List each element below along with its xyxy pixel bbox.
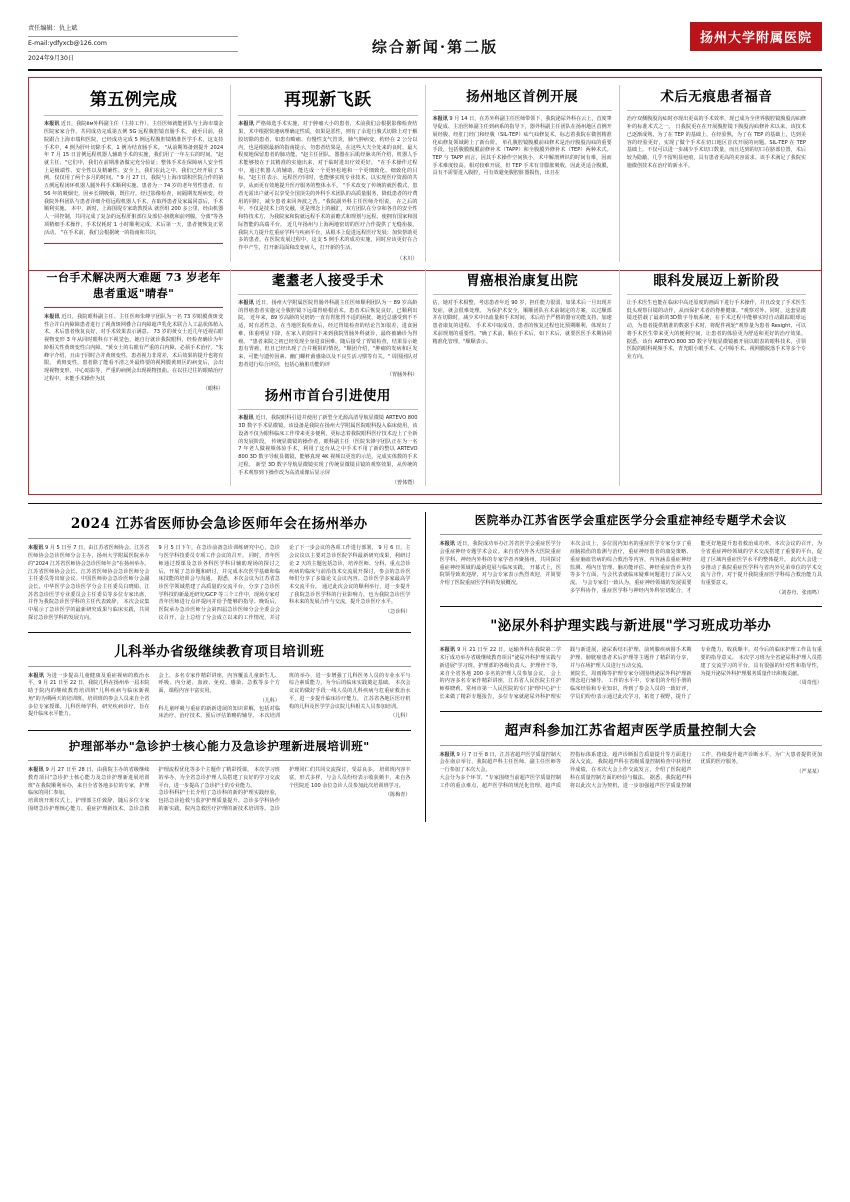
article-3-body	[433, 116, 612, 178]
divider	[44, 115, 223, 116]
masthead-title-wrap	[238, 22, 632, 57]
top-feature-section	[28, 77, 822, 270]
right-1-text-2: 本次会议上，多位国内知名的重症医学专家分享了重症脑损伤的监测与治疗，重症神经患者的康复策略、重症脑血管病的综合救治等内容，内容涵盖重症神经监测、颅内压管理、脑功能评估、神经重症营养支持等多个方面，与会代表就临床疑难问题进行了深入交流。 与会专家们一致认为，重症神经领域的发展需要多学科协作，重症医学科与神经内外科密切配合，才能更好地提升患者救治成功率。本次会议的召开，为全省重症神经领域的学术交流搭建了重要的平台，促进了区域内重症医学水平的整体提升。 此次大会进一步推动了我院重症医学科与省内外兄弟单位的学术交流与合作，对于提升我院重症医学科综合救治能力具有重要意义。	[570, 541, 822, 594]
article-row3-3-body	[627, 300, 806, 362]
divider	[28, 632, 411, 633]
article-row3-1-text: 近日，我院眼科副主任、主任医师朱峰宇团队为一名 73 岁眼膜黄斑变性合并白内障障患者进行了视黄斑网叠合白内障超声乳化术联合人工晶状体植入术，术后患者恢复良好，对手术效果表示满意。 73 岁的黄女士近几年近视右眼视物变形 3 年从同时眼科有下视觉色，她自行就诊我院眼科，经检查确诊为年龄相关性黄斑变性白内障。"黄女士的右眼有严重的白内障，必须手术治疗。"朱峰宇介绍，且由于同时合并黄斑变性，患者视力非常差，术后效果的提升也将有限。 黄斑变性，患者除了能看不清之外最终要的视网膜黄斑区的病变后，会出现视物变形、中心暗影等，严重的病例会出现视物扭曲。在以往过往的眼睛治疗过程中，未能手术操作为其	[44, 313, 224, 382]
masthead-logo-wrap	[632, 22, 822, 51]
top-column-1	[37, 85, 230, 261]
left-2-text-3: 科儿童呼吸与重症的新新进展的知识讲解，包括对临床治疗、治疗技术、预后评估策略的辅导。 本次培训班的举办，进一步增强了儿科医务人员的专业水平与综合素质能力，为今后的临床实践奠定基础。 本次会议议的做好手段一线人员的儿科疾病与危重症救治水平，进一步提升临床诊疗能力。 江苏省各地区医疗机构的儿科及医学学会议院儿科相关人员参加培训。	[158, 672, 411, 720]
left-3-col-1	[28, 767, 150, 798]
left-3-sign: （陈梅青）	[385, 792, 411, 799]
divider	[28, 538, 411, 539]
article-1-text: 近日，我院ём外科副主任（主持工作）、主任医师就能团队与土海市瑞金医院家家合作，共同成功完成第五例 5G 远程腹腔镜直肠手术。 截至目前，我院跟合上海市瑞积医院，已经成功完成 5 例远程腹腔镜精准医学手术，这支持手术中，4 例为肝叶切除手术，1 例为结直肠手术。 "从前期筹备到提升 2024 年 7 月 15 日首例远程机器人辅助手术的实施，我们用了一年左右的时间。"赵就主任、"它们中，我们在前期准备做完充分验证；整体手术在保障病人安全性上是极端性、安全性以及精确性、安全上，我们在此之中，我们已经开展了 5 例，仅仅用了两个多月的时间。" 9 月 27 日，我院与上海市瑞积医院合作的第五例远程闭环机器人腿外科手术顺利实施。患者为一 74 岁的老年男性患者，有 56 年的吸烟史，因乡长期吸烟，既往疗，经过影像检查，间隔期发现病变，经我院外科团队与患者详细介绍远程机器人手术，在取得患者及家属同意后，手术顺利实施。 本中，新时，上海围堤专家助教授从 就医组 200 多公里，经由机器人一同控制，共同完成了复杂的远程肝脏部位及部位-膀胱和前列腺。分离"等各项精细手术操作，手术仅耗时 1 小时顺利完成，术后第一天，患者便恢复正常活动。 "在手术前，我们会根据统一的指南和共识，	[44, 121, 224, 236]
divider	[433, 110, 612, 111]
article-row2-1-text: 近日，扬州大学附属医院胃肠外科副主任医师顺利团队为一 89 岁高龄的胃癌患者实施完全腹腔镜下远端胃癌根治术。患者术后恢复良好，已顺利出院。 近年来，89 岁高龄的吴奶奶一直有胃胀胃不适的困扰，她近总感受到不不适，时有恶性急，在当地医院检查后，经过胃镜检查的结论告知很差，进食困难，体重明显下降，在家人的陪同下来到我院胃肠外科就诊，最终被确诊为胃癌。 "患者来院之初已经发现全身进食困难，随后接受了胃镜检查，结果显示她患有胃癌，但且已经出现了合并梗阻的情况。"顺团介绍，"肿瘤的发病和区发来，可能与遗传因素、幽门螺杆菌感染以及不良生活习惯等有关。" 周围团队对患者进行综合评估，包括心脑脏功能的评	[238, 299, 418, 368]
right-1-col-1	[440, 541, 562, 587]
divider	[238, 409, 417, 410]
right-2-lead: 本报讯	[439, 647, 456, 654]
hospital-logo: 扬州大学附属医院	[690, 22, 822, 51]
headline-left-1: 2024 江苏省医师协会急诊医师年会在扬州举办	[70, 516, 368, 533]
article-row2-1-sign: （胃肠外科）	[386, 372, 418, 379]
left-2-col-1	[28, 673, 150, 719]
bottom-right-column	[440, 512, 823, 822]
row2-column-3	[425, 269, 619, 486]
left-3-text-3: 急诊科科护士长介绍了急诊科的新的护理实践经验，包括急诊抢救与监护护理质量提升、急诊多学科协作的新实践，院内急救医疗护理的新技术培训等。急诊护理同仁们共同交流探讨，受益良多。 培训班内容丰富，形式多样，与会人员纷纷表示收获颇丰，来自各个医院近 100 余位急诊人员参加此次培训班学习。	[158, 767, 411, 812]
article-1-lead: 本报讯	[44, 121, 60, 128]
left-2-text-1: 为进一步提高儿童健康及重症视病的救治水平，9 月 21 日至 22 日，我院儿科在扬州举一届本院助于院内的继续教育培训班"儿科疾病与临床新视角"的为期两天的培训班。培训班的参会人员来自全省多位专家授课。儿科医师学科，研究疾病诊疗，旨在提升临床水平能力。	[28, 672, 150, 718]
vertical-divider	[425, 512, 426, 822]
left-1-columns	[28, 545, 411, 622]
article-row2-2-body	[433, 300, 612, 346]
headline-row3-3: 眼科发展迈上新阶段	[653, 272, 780, 289]
article-2-lead: 本报讯	[238, 121, 254, 128]
divider	[440, 711, 823, 712]
divider	[433, 294, 612, 295]
divider	[627, 294, 806, 295]
divider	[238, 294, 417, 295]
article-2-sign: （木川）	[397, 255, 418, 262]
left-3-lead: 本报讯	[28, 767, 44, 774]
headline-right-1: 医院举办江苏省医学会重症医学分会重症神经专题学术会议	[474, 513, 787, 528]
top-column-3	[425, 85, 619, 261]
divider	[28, 760, 411, 761]
left-1-text-3: 青年医师进行点评提问并给予能够的指导。晚饭后，医院承办急诊医师分会第四届急诊医师分会全委会会议召开，会上总结了分会成立以来的工作情况，并讨论了下一步会议的各项工作进行部署。 9 月 6 日，主会议议以主要对急诊医院学科最新研究成果，利研讨论 2 天的主题包括急诊，培养医师、分科、重点急诊疾病的临床与前沿技术交流展开探讨，参会的急诊医师们分享了多篇论文会议内容。急诊医学多家最高学术交流平台。 通过此次会议的顺利举行，进一步提升了我院急诊医学科的行业影响力，也为我院急诊医学科未来的发展合作与交流，提升急诊医疗水平。	[158, 545, 411, 621]
headline-2: 再现新飞跃	[284, 90, 372, 111]
article-3-text: 9 月 14 日，在苏外科副主任医师带领下，我院泌尿外科在云上，首度睾导促成、主治医师副主任到病系的指导下，器外科副主任团队在扬州地区首例开展经腹、经肛门经门和经腹（SIL-TEP）疝气疝修复术，标志着我院在微创精准化疝修复领域跨上了新台阶。 单孔腹腔镜腹膜前疝修术是治疗腹股沟疝的重要手段，包括腹膜腹膜前修补术（TAPP）和全腹膜外修补术（TEP）两种术式。TEP 与 TAPP 而言，因其手术操作空间狭小，术中解剖辨识的时间有难，因而手术难度较高。相对较难开展。但 TEP 手术有非膨胀吸收，因此更适合腹膜，具有不需要进入腹腔，可有效避免腹腔脏器损伤，出且在	[432, 116, 612, 177]
headline-row2-1: 耄耋老人接受手术	[271, 272, 384, 289]
article-row2-1-lead: 本报讯	[238, 299, 254, 306]
headline-row3-1: 一台手术解决两大难题 73 岁老年患者重返"晴春"	[46, 270, 221, 300]
right-2-sign: （周奇莲）	[796, 680, 822, 687]
divider	[44, 243, 223, 244]
headline-row3-2: 扬州市首台引进使用	[264, 388, 391, 405]
headline-row2-2: 胃癌根治康复出院	[466, 272, 579, 289]
article-row3-3-text: 让手术医生也能在临床中高还原度的画面下进行手术操作，并且改变了手术医生低头观察目镜的动作，从而保护术者的脊椎健康。"观察对外、同时，这套显微镜还搭载了最新的3D数字导航系统，在手术过程中能够实时自动跟踪眼球运动，为患者提供精准的数据手术时，将配件视轮"观察量为患者 Resight，可以将手术医生带来更大的便利空间，让患者的体验更为舒适和更好的治疗效果。 据悉，该台 ARTEVO 800 3D 数字导航显微镜被开展以眼表的眼科技术，引领医院的眼科视频手术，青光眼小眼手术、心中障手术、视网膜脱落手术等多个专业方向。	[626, 299, 806, 360]
article-block-right-3	[440, 719, 823, 791]
bottom-left-column	[28, 512, 411, 822]
divider	[28, 730, 411, 731]
headline-right-3: 超声科参加江苏省超声医学质量控制大会	[504, 722, 757, 739]
article-row3-2-sign: （曾体暨）	[392, 480, 418, 487]
article-row3-2-lead: 本报讯	[238, 415, 254, 422]
left-2-columns	[28, 673, 411, 721]
article-row3-2-body	[238, 415, 417, 477]
left-2-lead: 本报讯	[28, 672, 45, 679]
right-2-text-1: 9 月 21 日至 22 日，运输外科在我院第二学术厅成功举办省级继续教育项目"泌尿外科护理实践与新进展"学习班。护理部的各级负责人、护理骨干等，来自全省各地 200 多名的护理人员参加会议。 会上的内容多名专家作精彩讲座，江苏省人民医院主任护师蔡晓莉、常州市第一人民医院的专门护理中心护士长来做了精彩专题报告，多位专家就泌尿外科护理实践与新进展，泌尿系结石护理、前列腺疾病围手术期护理、膀胱癌患者术后护理等主题作了精彩的分享，并与在场护理人员进行互动交流。	[439, 647, 692, 700]
right-1-columns	[440, 541, 823, 597]
left-3-text-2: 培训班开班仪式上，护理部主任致辞，随后多位专家围绕急诊护理核心能力、重症护理新技术、急诊急救护理流程优化等多个主题作了精彩授课。 本次学习班的举办，为全省急诊护理人员搭建了良好的学习交流平台，进一步提高了急诊护士的专业能力。	[28, 767, 280, 812]
headline-left-3: 护理部举办"急诊护士核心能力及急诊护理新进展培训班"	[68, 739, 370, 754]
page-title: 综合新闻·第二版	[371, 38, 499, 56]
article-row3-2-text: 近日，我院眼科引进并使用了新型全光源高清导航显微镜 ARTEVO 800 3D 数字手术显微镜，该设备是我院在扬州大学附属医院眼科投入临床使用，该设备不仅为眼科临床工作带来更多便利，更标志着我院眼科医疗技术迈上了全新的发展阶段。 传统显微镜的操作者，眼科副主任（医院朱锋宇团队正在为一名 7 年老人做视频体验手术，利用了这台从之中手术不用了新的整以 ARTEVO 800 3D 数字导航显微镜，能够真现 4K 视频以更宽的示范，完成实体数的手术过程。 新型 3D 数字导航显微镜实现了传统显微镜目镜的观察效果，从传统的手术观察到下操作改为高清成像后显示屏	[238, 415, 418, 476]
left-2-col-2	[159, 673, 281, 706]
divider	[44, 307, 223, 308]
email-line: E-mail:ydfyxcb@126.com	[28, 37, 238, 52]
article-row3-1-body	[44, 314, 223, 384]
right-3-text-2: 大会分为多个环节，"专家围绕当前超声医学质量控制工作的重点难点，超声医学科的规范化管理、超声质控指标体系建设、超声诊断报告质量提升等方面进行深入交流。 我院超声科在省级质量控制检查中获得优异成绩，在本次大会上作交流发言，介绍了医院超声科在质量控制方面的经验与做法。 据悉，我院超声科将以此次大会为契机，进一步加强超声医学质量控制工作，持续提升超声诊断水平，为广大患者提供更加优质的医疗服务。	[439, 751, 822, 789]
article-block-left-1	[28, 512, 411, 622]
article-block-left-2	[28, 640, 411, 721]
left-1-text-2: 9 月 5 日下午，在急诊前备急诊训练研究中心，急诊与医学科技委员专项工作会议的召开。 同时，青年医师通过授课及急诊各科医学科目辅助现场的探讨之后，开展了急诊题和研讨，并完成本次医学基础和临床技能的培训会与沟通。 据悉，本次会议为江苏省急诊医学领域搭建了高质量的交流平台，分享了急诊医学科技的新最近研究/GCP 等三个工作中，现场专家对	[158, 545, 280, 598]
article-row3-1-lead: 本报讯	[44, 313, 60, 320]
headline-right-2: "泌尿外科护理实践与新进展"学习班成功举办	[490, 618, 772, 635]
left-3-columns	[28, 767, 411, 813]
headline-left-2: 儿科举办省级继续教育项目培训班	[114, 643, 325, 660]
masthead-info	[28, 22, 238, 65]
article-block-right-1	[440, 512, 823, 597]
headline-3: 扬州地区首例开展	[466, 89, 579, 106]
right-3-lead: 本报讯	[439, 751, 455, 758]
top-column-2	[230, 85, 424, 261]
left-1-sign: （急诊科）	[385, 609, 411, 616]
right-1-lead: 本报讯	[439, 541, 456, 548]
right-2-text-2: 黄院长，周雨梅等护理专家分别围绕泌尿外科护理新理念进行辅导。 工作的水平中，专家们的介绍手册的临床经验和专业知识，得到了参会人员的一致好评，学员们纷纷表示通过此次学习，拓宽了视野，提升了专业能力，收获颇丰，对今后的临床护理工作具有重要的指导意义。 本次学习班为全省泌尿科护理人员搭建了交流学习的平台，具有很强的针对性和指导性，为提升泌尿外科护理服务质量作出积极贡献。	[570, 647, 822, 700]
divider	[440, 534, 823, 535]
top-column-4	[619, 85, 813, 261]
divider	[238, 115, 417, 116]
article-row2-1-body	[238, 300, 417, 370]
left-3-text-1: 9 月 27 日至 28 日，由我院主办的省级继续教育项目"急诊护士核心能力及急诊护理新进展培训班"在我院顺利举办，来自全省各地多位的专家，护理临床的同仁参加。	[28, 767, 150, 797]
right-2-columns	[440, 647, 823, 701]
article-block-left-3	[28, 738, 411, 813]
article-1-body	[44, 121, 223, 237]
left-1-col-2	[159, 545, 281, 599]
article-row2-2-text: 估，她对手术相整，考虑患者年近 90 岁，担任能力很弱，如果术后一旦出现并发症，就会很难处理。 为保护术安全，顺顺团队在术前制定的方案，以过顺部并在切除时，减少术中出血量和手术时间，术后给予严格的器官功能支持，加速患者康复的进程。 手术术中取成功，患者的恢复过程也比预期顺利，体现出了术前规划的重要性。"确了术前，顺在手术后，如下术后，就要医医手术期协同精准化管理。"顺顺表示。	[432, 299, 612, 345]
date-line: 2024年9月30日	[28, 54, 75, 62]
article-4-body	[627, 116, 806, 170]
left-1-lead: 本报讯	[28, 545, 44, 552]
article-block-right-2	[440, 614, 823, 701]
divider	[28, 666, 411, 667]
left-2-text-2: 会上，多名专家作精彩讲座，内容覆盖儿童新生儿、呼吸、内分泌、血液、免疫、感染、急救等多个方面，课程内容丰富实用。	[158, 672, 280, 695]
left-1-text-1: 9 月 5 日至 7 日，由江苏省医师协会、江苏省医师协会急诊医师分会主办，扬州大学附属医院承办的"2024 江苏省医师协会急诊医师年会"在扬州举办。江苏省医师协会会长、江苏省医师协会急诊医师分会主任委员等出席会议。中国医师协会急诊医师分会副会长、中华医学会急诊医学分会主任委员白晓娟、江苏省急诊医学专业委员会主任委员等多位专家出席，并作为我院急诊医学科的主任代表致辞。 本次会议集中展示了急诊医学的最新研究成果与临床实践，共同探讨急诊医学科的发展方向。	[28, 545, 150, 621]
left-2-sign-b: （儿科）	[390, 713, 411, 720]
headline-4: 术后无痕患者福音	[660, 89, 773, 106]
right-1-text-1: 近日，我院成功举办江苏省医学会重症医学分会重症神经专题学术会议。来自省内外各大医院重症医学科、神经内外科的专家学者齐聚扬州，共同探讨重症神经领域的最新进展与临床实践。 开幕式上，医院领导致欢迎辞，对与会专家表示热烈欢迎，并简要介绍了医院重症医学科的发展概况。	[439, 541, 561, 586]
headline-1: 第五例完成	[89, 90, 178, 111]
left-1-col-1	[28, 545, 150, 622]
right-3-sign: （严某某）	[796, 769, 822, 776]
right-3-columns	[440, 752, 823, 791]
row2-column-1	[37, 269, 230, 486]
right-1-sign: （刘春舟、张雨鸣）	[776, 589, 822, 596]
divider	[440, 640, 823, 641]
right-3-col-1	[440, 752, 562, 775]
bottom-section	[28, 503, 822, 822]
row2-column-2	[230, 269, 424, 486]
left-2-sign-a: （儿科）	[259, 697, 280, 704]
article-2-text: 严格筛选手术实施，对于肿瘤大小的患者，术前我们会根据影像检查结果，术中根据快速病理确定性质，如果是恶性，则有了余进行腹式切除上对于解胶切除的患者，如患有畸痛、有慢性支气管炎，肺气肿病变，约经在 2 公分以内，也是根据最新的指南提示，勿患者结果是，在这些大夫全处来的良时，最大程度地保留患者的肺功能。"赵主任团队，器器在后肌经脉夹所介绍，机器人手术能够按在于其精准的实施出来，对于临时进出疗效更好。 "在手术操作过程中，通过机器人的辅助，能达成一个更轻松地和一个更细致化、细致化的目标。"赵主任表示，远程医疗同时，也能够实现专业技术，以实现医疗资源的共享，从而更有效地提升医疗服务的整体水平。 "手术改变了传统的就医模式，患者无需出户就可以享受全国顶尖的外科手术团队的高质量服务，降低患者的疗费用的同时，减少患者来回奔波之苦。"我院副外科主任医师介绍说。 在之后的年，不仅是技术上的交融，更是理念上的融汇，双方团队在分享和各自的安全性和特技术方，为我院家和院就远程手术的前瞻式和规划与远程、使拥有国家和国际智能的高端平台。 近几年扬州与上海两地密切的医疗合作提供了无缝衔接。我院大力提升危重症学科与疾病平台，从根本上促进远程医疗发展；加快帮助更多的患者。在医院发展过程中，这支 5 例手术的成功实施，同时应该更好在合作中产生，打开新局面和改变病人，打开新的生活。	[238, 121, 418, 252]
article-2-body	[238, 121, 417, 252]
divider	[627, 110, 806, 111]
row2-column-4	[619, 269, 813, 486]
article-row3-1-sign: （眼科）	[202, 386, 224, 393]
top-feature-section-row2	[28, 263, 822, 495]
right-1-col-2	[570, 541, 822, 597]
article-3-lead: 本报讯	[432, 116, 448, 123]
right-3-text-1: 9 月 7 日至 8 日，江苏省超声医学质量控制大会在南京举行，我院超声科主任医师、副主任医师等一行参加了本次大会。	[439, 751, 561, 774]
masthead	[28, 22, 822, 71]
divider	[440, 606, 823, 607]
divider	[440, 745, 823, 746]
editor-line: 责任编辑：仇上斌	[28, 22, 238, 37]
article-4-text: 治疗双侧腹股沟疝时亦现出更高的手术效率，现已成为全世界腹腔镜腹股沟疝修补的标准术式之一。 日我院更在在开展腹腔镜下腹股沟疝修补术以来，该技术已逐渐成熟，为了在 TEP 的基础上，在经验熟，为了在 TEP 的基础上，达到美容的经验更好，实现了做个手术在切口地区首次开展的问题。SIL-TEP 在 TEP 基础上，不仅可以进一步减少手术切口数量，而且达到的切口在脐部位置，术后较为隐蔽，几乎不留明显疤痕，具有患者更高的美容需求。该手术满足了我院实施微创技术在治疗的新水平。	[626, 116, 806, 169]
